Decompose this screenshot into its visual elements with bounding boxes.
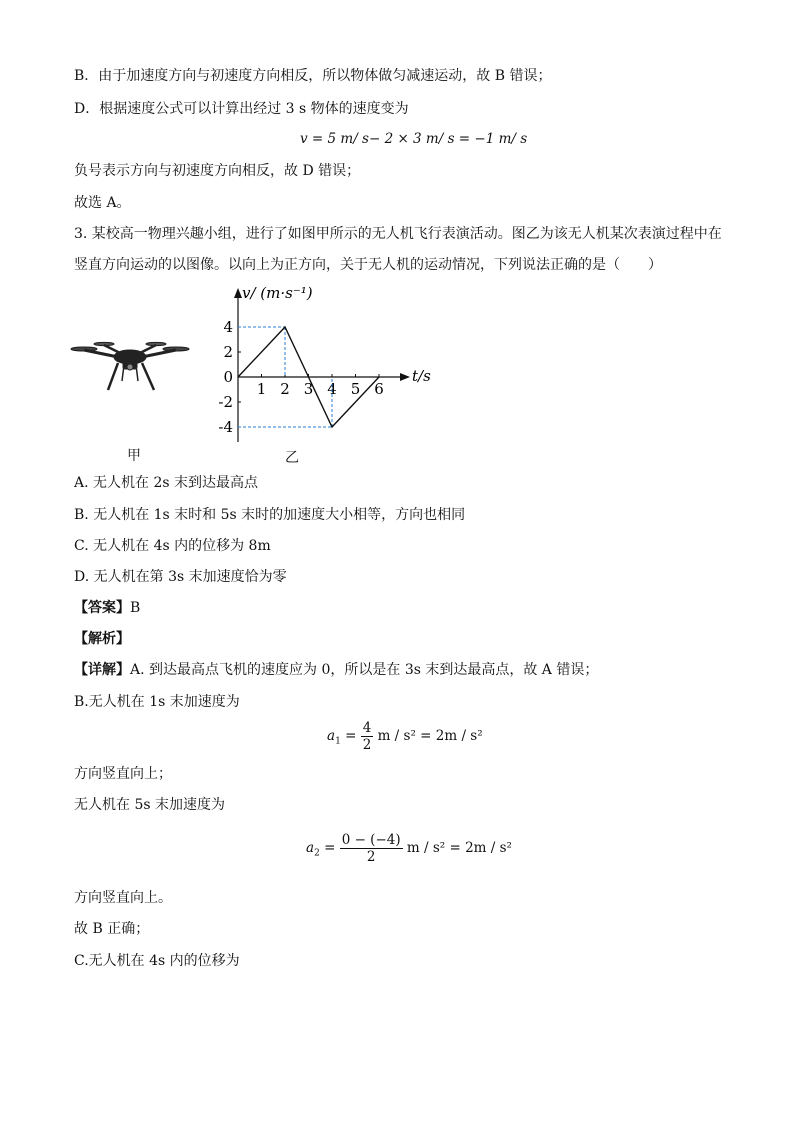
equation-a2: $a_2$ = $\frac{0 - (-4)}{2}$ m / s² = 2m / s² (306, 832, 512, 865)
y-axis-label: v/ (m·s⁻¹) (242, 284, 313, 302)
x-axis-arrow (400, 373, 410, 381)
text-line-negative: 负号表示方向与初速度方向相反，故 D 错误； (74, 163, 361, 179)
text-line-d: D．根据速度公式可以计算出经过 3 s 物体的速度变为 (74, 101, 409, 117)
answer-line (74, 599, 140, 617)
y-tick-label: 2 (223, 343, 233, 361)
equation-a1: $a_1$ = $\frac{4}{2}$ m / s² = 2m / s² (327, 720, 483, 753)
a2-denominator: 2 (366, 849, 376, 865)
y-tick-label: -4 (218, 418, 233, 436)
text-line-b: B．由于加速度方向与初速度方向相反，所以物体做匀减速运动，故 B 错误； (74, 68, 552, 84)
line-c-displacement: C.无人机在 4s 内的位移为 (74, 953, 240, 969)
detail-line (74, 661, 598, 679)
a1-symbol: a (327, 728, 336, 744)
y-tick-label: -2 (218, 393, 233, 411)
caption-jia: 甲 (127, 448, 141, 464)
caption-yi: 乙 (285, 450, 299, 466)
detail-text: A. 到达最高点飞机的速度应为 0，所以是在 3s 末到达最高点，故 A 错误； (130, 662, 599, 678)
line-b-accel-5s: 无人机在 5s 末加速度为 (74, 797, 225, 813)
a2-rhs: m / s² = 2m / s² (406, 840, 512, 856)
a1-rhs: m / s² = 2m / s² (377, 728, 483, 744)
detail-tag: 【详解】 (74, 662, 130, 678)
x-tick-label: 3 (303, 380, 314, 398)
line-direction-up-1: 方向竖直向上； (74, 766, 172, 782)
option-b: B. 无人机在 1s 末时和 5s 末时的加速度大小相等，方向也相同 (74, 507, 466, 523)
line-direction-up-2: 方向竖直向上。 (74, 890, 172, 906)
y-tick-label: 4 (223, 318, 233, 336)
answer-tag: 【答案】 (74, 600, 130, 616)
analysis-tag: 【解析】 (74, 631, 130, 647)
a2-symbol: a (306, 840, 315, 856)
a2-numerator: 0 − (−4) (341, 832, 401, 848)
equation-velocity (300, 131, 527, 147)
a2-fraction (340, 832, 403, 865)
option-c: C. 无人机在 4s 内的位移为 8m (74, 538, 271, 554)
option-d: D. 无人机在第 3s 末加速度恰为零 (74, 569, 287, 585)
x-tick-label: 6 (374, 380, 384, 398)
equation-text: v = 5 m/ s− 2 × 3 m/ s = −1 m/ s (300, 131, 528, 147)
y-tick-label: 0 (223, 368, 233, 386)
vt-graph (210, 282, 470, 442)
a2-subscript: 2 (314, 848, 320, 859)
answer-value: B (130, 600, 141, 616)
a1-subscript: 1 (335, 736, 341, 747)
a1-denominator: 2 (362, 737, 372, 753)
x-tick-label: 1 (256, 380, 267, 398)
question-3-line-1: 3. 某校高一物理兴趣小组，进行了如图甲所示的无人机飞行表演活动。图乙为该无人机某次表演过程中在 (74, 226, 722, 242)
text-line-choose-a: 故选 A。 (74, 195, 131, 211)
drone-image (70, 335, 190, 405)
x-tick-label: 2 (280, 380, 290, 398)
line-b-correct: 故 B 正确； (74, 921, 150, 937)
line-b-accel-1s: B.无人机在 1s 末加速度为 (74, 694, 240, 710)
x-axis-label: t/s (412, 367, 431, 385)
x-tick-label: 5 (350, 380, 361, 398)
option-a: A. 无人机在 2s 末到达最高点 (74, 475, 259, 491)
x-tick-label: 4 (327, 380, 337, 398)
a1-fraction (361, 720, 374, 753)
a1-numerator: 4 (362, 720, 372, 736)
question-3-line-2: 竖直方向运动的以图像。以向上为正方向，关于无人机的运动情况，下列说法正确的是（ ） (74, 257, 662, 273)
y-axis-arrow (234, 288, 242, 298)
